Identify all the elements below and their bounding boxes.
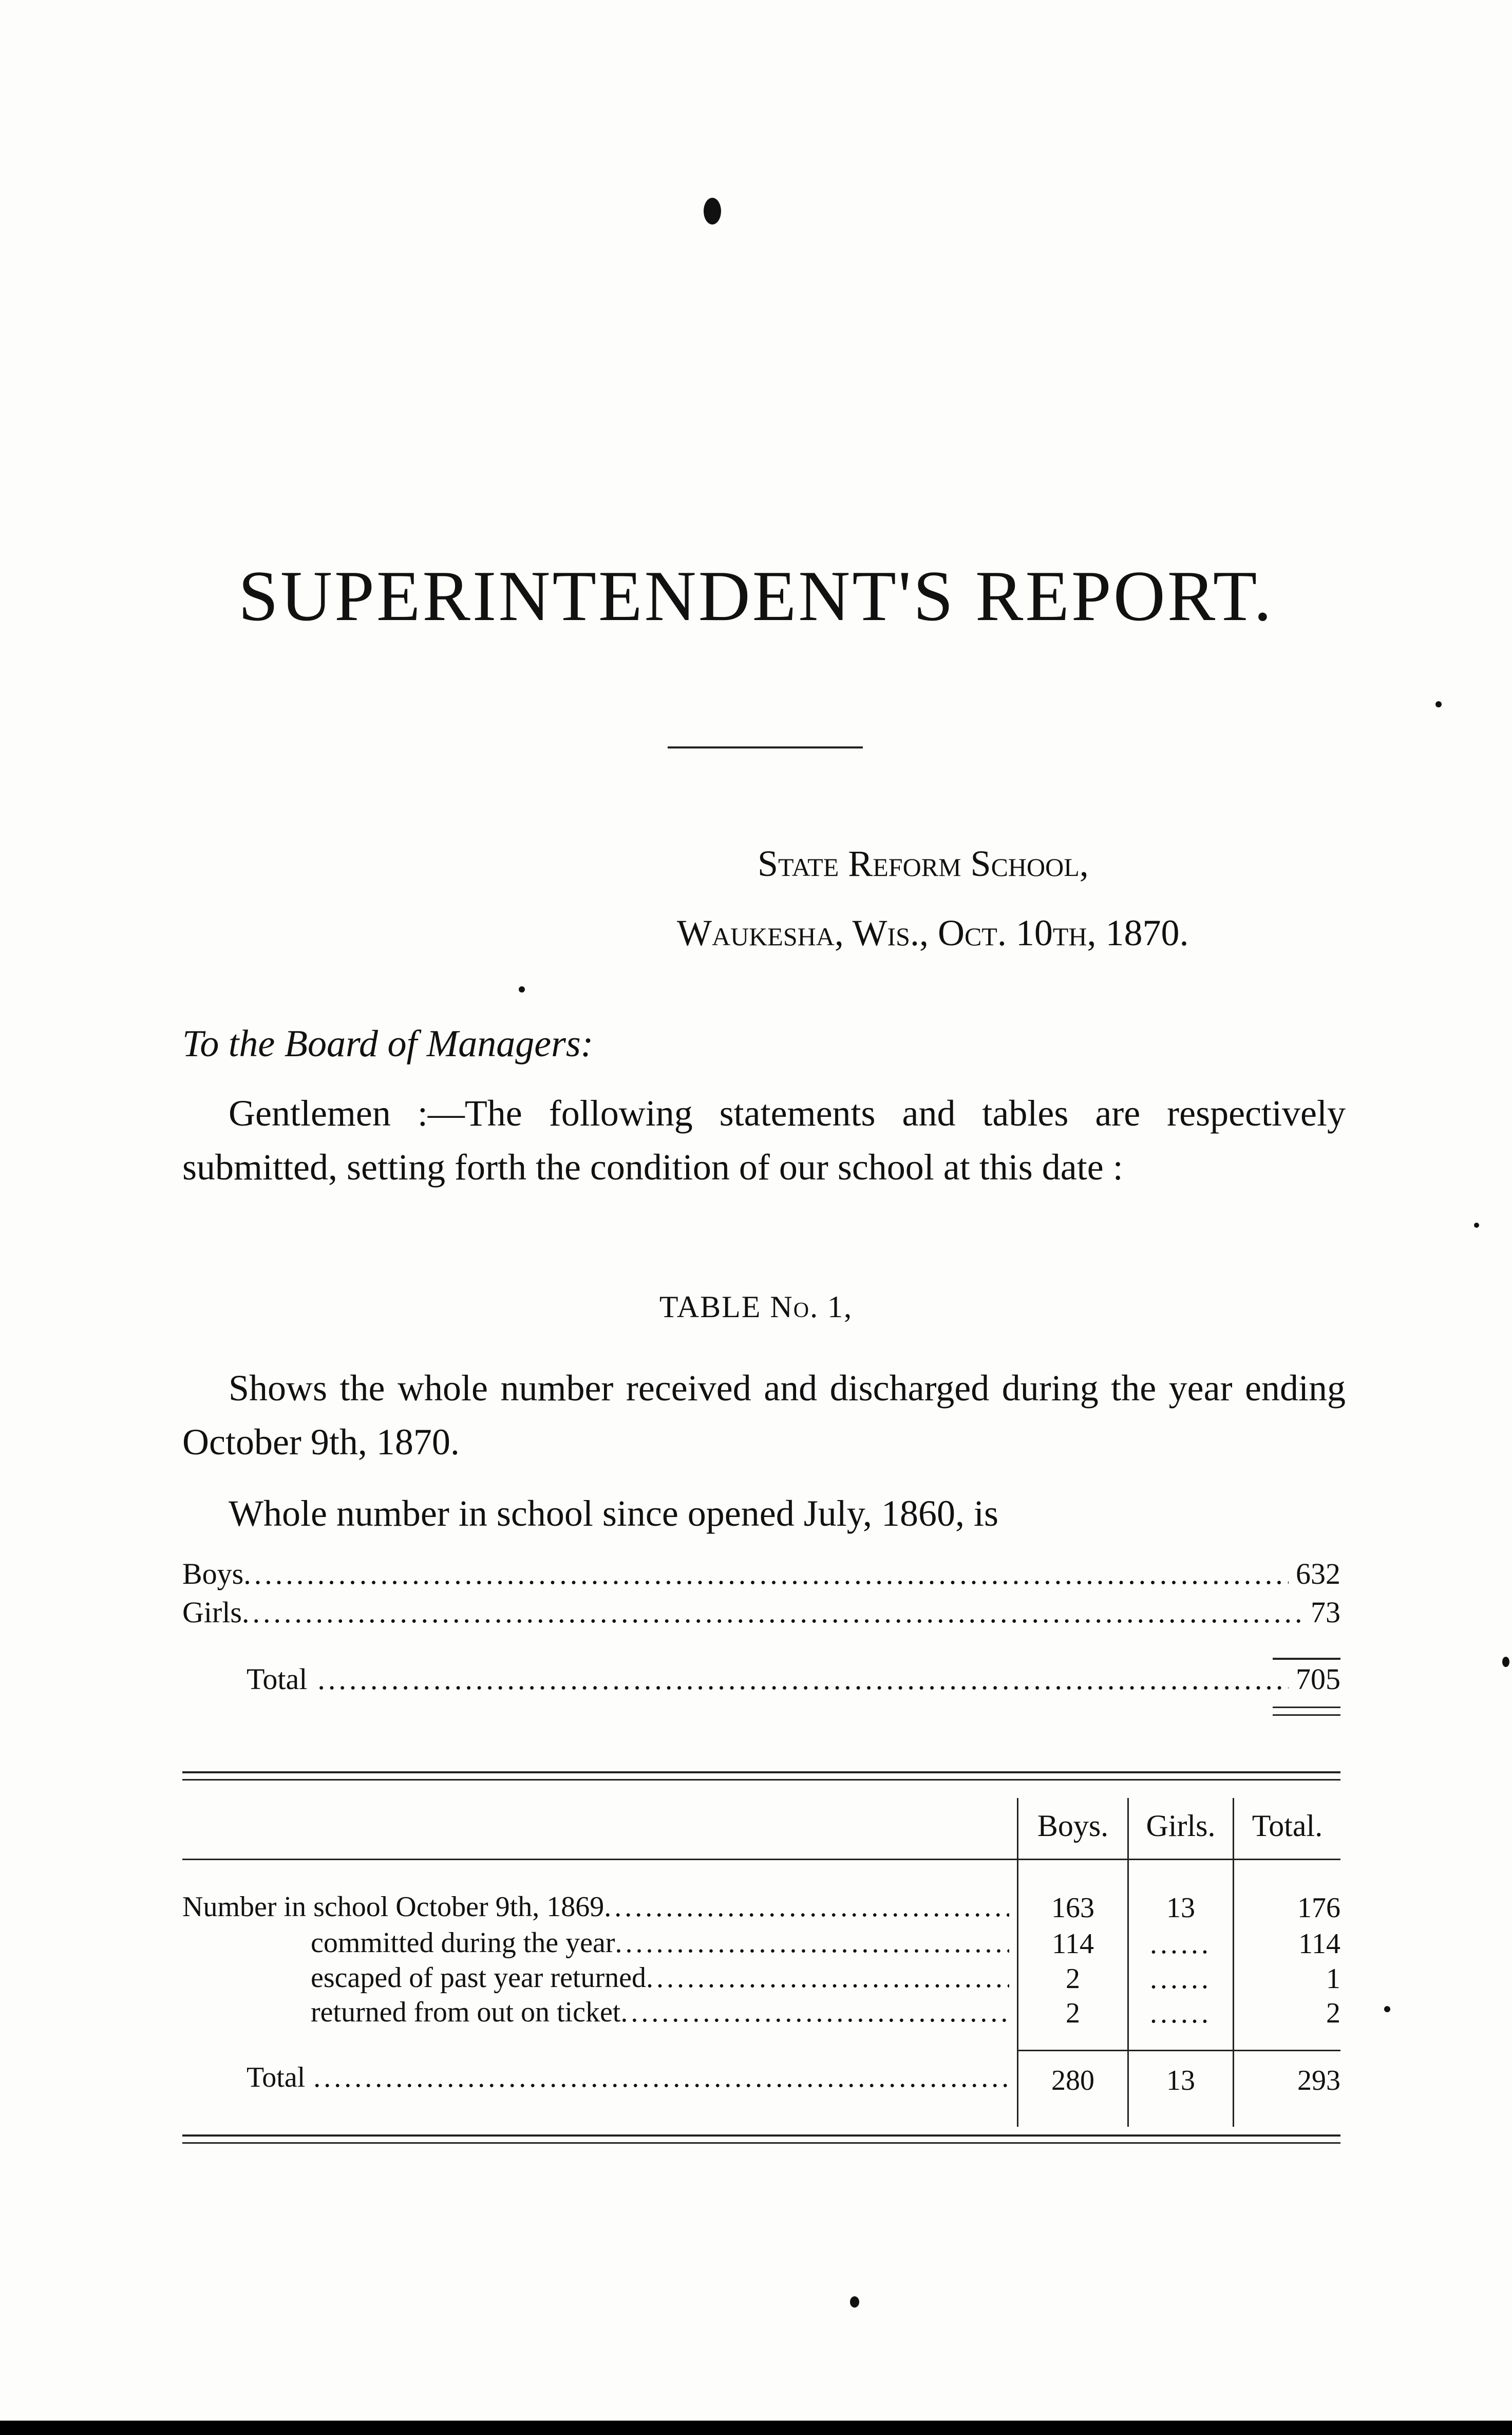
dot-leader xyxy=(243,1557,1289,1591)
ink-speck xyxy=(519,986,525,992)
cell-girls: ...... xyxy=(1150,1997,1212,2029)
whole-number-line: Whole number in school since opened July, 1860, is xyxy=(229,1493,999,1534)
dot-leader xyxy=(604,1890,1009,1923)
dot-leader xyxy=(313,2061,1009,2094)
table-row-label: Number in school October 9th, 1869 ..... xyxy=(182,1890,1009,1923)
summary-value: 632 xyxy=(1296,1557,1340,1590)
cell-total: 2 xyxy=(1326,1997,1340,2029)
ink-speck xyxy=(1502,1657,1509,1667)
table-top-rule xyxy=(182,1779,1340,1781)
dot-leader xyxy=(242,1595,1303,1629)
cell-total: 114 xyxy=(1298,1928,1340,1960)
ink-speck xyxy=(1384,2006,1390,2012)
cell-girls: 13 xyxy=(1166,1892,1195,1924)
summary-double-rule xyxy=(1273,1707,1340,1708)
title-rule xyxy=(668,746,863,748)
header-rule xyxy=(182,1859,1340,1860)
table-description: Shows the whole number received and discharged during the year ending October 9th, 1870. xyxy=(182,1368,1346,1463)
cell-boys: 2 xyxy=(1066,1963,1080,1995)
summary-label: Girls xyxy=(182,1596,242,1629)
salutation: To the Board of Managers: xyxy=(182,1023,594,1065)
ink-speck xyxy=(704,198,721,224)
total-boys: 280 xyxy=(1051,2065,1094,2096)
intro-paragraph: Gentlemen :—The following statements and tables are respectively submitted, setting forth the condition of our school at this date : xyxy=(182,1093,1346,1188)
summary-total-rule xyxy=(1273,1658,1340,1660)
cell-total: 176 xyxy=(1297,1892,1340,1924)
header-girls: Girls. xyxy=(1146,1809,1216,1843)
header-total: Total. xyxy=(1252,1809,1323,1843)
summary-value: 73 xyxy=(1311,1596,1340,1629)
total-girls: 13 xyxy=(1166,2065,1195,2096)
summary-label: Boys xyxy=(182,1557,244,1590)
cell-boys: 163 xyxy=(1051,1892,1094,1924)
summary-double-rule xyxy=(1273,1714,1340,1716)
dot-leader xyxy=(317,1662,1289,1696)
ink-speck xyxy=(1435,701,1442,707)
table-title-number: No. 1, xyxy=(770,1290,853,1324)
total-rule xyxy=(1017,2050,1340,2051)
summary-row-girls xyxy=(182,1595,1340,1629)
header-boys: Boys. xyxy=(1037,1809,1109,1843)
dot-leader xyxy=(615,1926,1009,1959)
page-title: SUPERINTENDENT'S REPORT. xyxy=(238,556,1274,636)
cell-boys: 114 xyxy=(1052,1928,1094,1960)
summary-row-total xyxy=(247,1662,1340,1696)
table-row-label: returned from out on ticket ..... xyxy=(311,1996,1009,2029)
ink-speck xyxy=(850,2296,859,2308)
summary-row-boys xyxy=(182,1557,1340,1591)
table-title xyxy=(0,1289,1512,1325)
institution-line: State Reform School, xyxy=(758,843,1089,884)
cell-total: 1 xyxy=(1326,1963,1340,1995)
table-title-prefix: TABLE xyxy=(659,1290,770,1324)
table-row-label: committed during the year ..... xyxy=(311,1926,1009,1959)
table-total-label: Total ..... xyxy=(247,2061,1009,2094)
table-bottom-rule xyxy=(182,2134,1340,2137)
dot-leader xyxy=(646,1961,1009,1994)
table-row-label: escaped of past year returned ..... xyxy=(311,1961,1009,1994)
total-total: 293 xyxy=(1297,2065,1340,2096)
scan-edge xyxy=(0,2421,1512,2435)
summary-total-value: 705 xyxy=(1296,1662,1340,1696)
table-top-rule xyxy=(182,1771,1340,1773)
dot-leader xyxy=(620,1996,1009,2029)
cell-boys: 2 xyxy=(1066,1997,1080,2029)
cell-girls: ...... xyxy=(1150,1928,1212,1960)
cell-girls: ...... xyxy=(1150,1963,1212,1995)
summary-total-label: Total xyxy=(247,1662,308,1696)
place-date-line: Waukesha, Wis., Oct. 10th, 1870. xyxy=(677,912,1189,953)
table-bottom-rule xyxy=(182,2142,1340,2144)
ink-speck xyxy=(1474,1223,1479,1228)
